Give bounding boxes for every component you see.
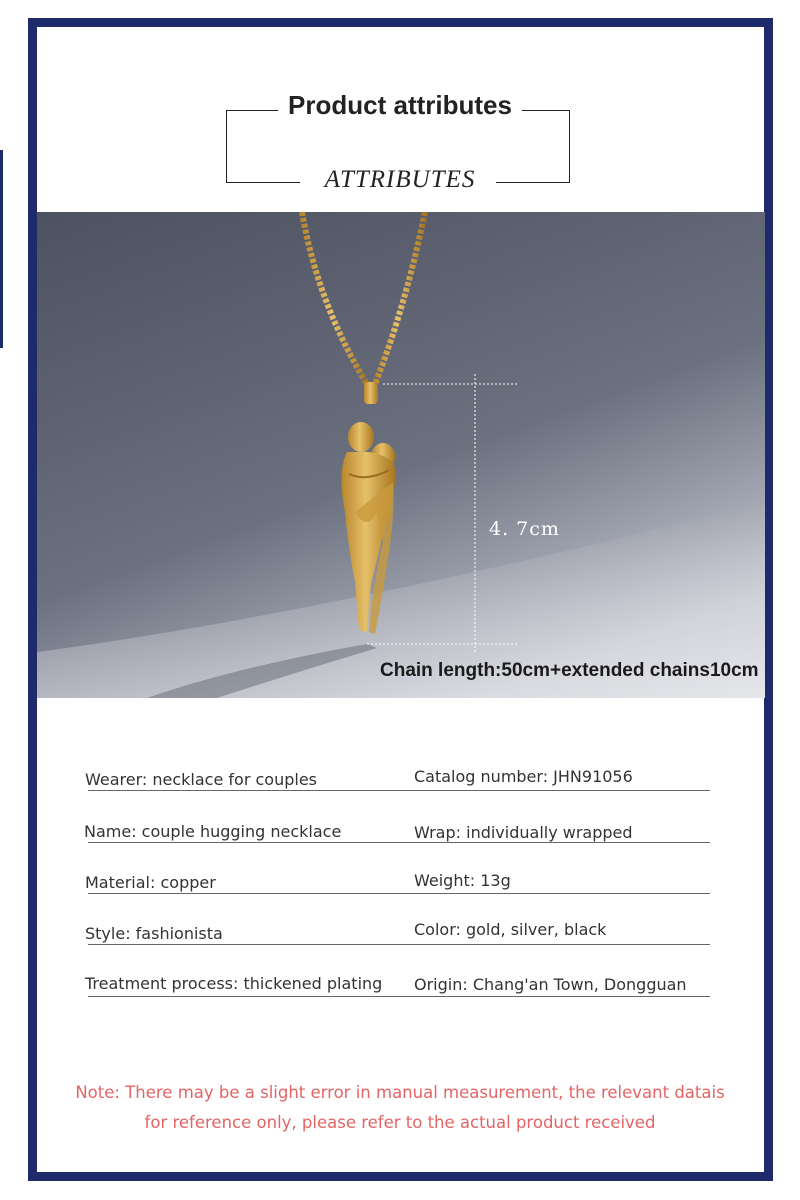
- attr-catalog-number: Catalog number: JHN91056: [414, 767, 633, 786]
- note-line-2: for reference only, please refer to the actual product received: [144, 1113, 656, 1132]
- chain-left-icon: [302, 212, 367, 384]
- page-subtitle: ATTRIBUTES: [324, 166, 476, 193]
- header-bracket-right: [569, 110, 570, 182]
- header-bracket-bottom-left: [226, 182, 300, 183]
- left-accent-stripe: [0, 150, 3, 348]
- attr-material: Material: copper: [85, 873, 216, 892]
- attr-origin: Origin: Chang'an Town, Dongguan: [414, 975, 687, 994]
- product-photo: [37, 212, 765, 698]
- attr-treatment-process: Treatment process: thickened plating: [85, 974, 383, 993]
- necklace-illustration: [37, 212, 765, 698]
- attr-wearer: Wearer: necklace for couples: [85, 770, 317, 789]
- attr-wrap: Wrap: individually wrapped: [414, 823, 633, 842]
- attr-row-divider: [88, 944, 710, 945]
- page-title: Product attributes: [288, 90, 512, 120]
- attr-row-divider: [88, 893, 710, 894]
- attr-row-divider: [88, 790, 710, 791]
- pendant-bail-icon: [364, 382, 378, 404]
- attr-row-divider: [88, 842, 710, 843]
- attr-color: Color: gold, silver, black: [414, 920, 607, 939]
- chain-right-icon: [375, 212, 425, 384]
- attr-weight: Weight: 13g: [414, 871, 511, 890]
- pendant-size-label: 4. 7cm: [489, 518, 560, 540]
- chain-length-label: Chain length:50cm+extended chains10cm: [380, 660, 759, 681]
- note-line-1: Note: There may be a slight error in manual measurement, the relevant datais: [75, 1083, 725, 1102]
- header-bracket-left: [226, 110, 227, 182]
- attr-row-divider: [88, 996, 710, 997]
- attr-name: Name: couple hugging necklace: [84, 822, 342, 841]
- attr-style: Style: fashionista: [85, 924, 223, 943]
